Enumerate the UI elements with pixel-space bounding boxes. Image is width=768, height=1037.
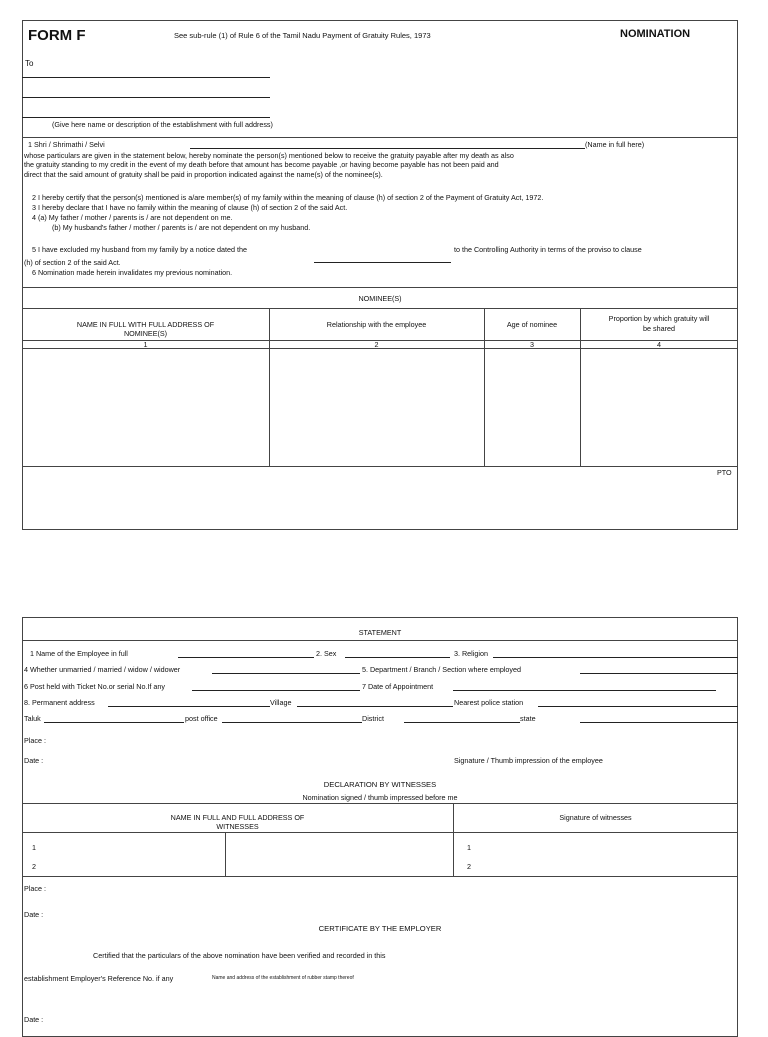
col-number-3: 3	[530, 340, 534, 349]
place-label: Place :	[24, 736, 46, 745]
address-hint: (Give here name or description of the establishment with full address)	[52, 120, 273, 129]
post-label: 6 Post held with Ticket No.or serial No.If any	[24, 682, 166, 691]
district-input[interactable]	[404, 722, 520, 723]
nominee-heading: NOMINEE(S)	[358, 294, 402, 303]
para-4b: (b) My husband's father / mother / parents is / are not dependent on my husband.	[52, 223, 311, 232]
witness-col-signature: Signature of witnesses	[559, 813, 632, 822]
village-label: Village	[270, 698, 292, 707]
para-1-d: direct that the said amount of gratuity shall be paid in proportion indicated against the name(s) of the nominee(s).	[24, 170, 383, 179]
address-line-3[interactable]	[22, 117, 270, 118]
para-1-c: the gratuity standing to my credit in the event of my death before that amount has become payable ,or having become payable has not been paid and	[24, 160, 499, 169]
religion-label: 3. Religion	[454, 649, 488, 658]
state-label: state	[520, 714, 536, 723]
col-header-relationship: Relationship with the employee	[326, 320, 427, 329]
certificate-heading: CERTIFICATE BY THE EMPLOYER	[318, 924, 442, 933]
para-3: 3 I hereby declare that I have no family within the meaning of clause (h) of section 2 of the said Act.	[32, 203, 348, 212]
marital-label: 4 Whether unmarried / married / widow / widower	[24, 665, 181, 674]
form-title: FORM F	[28, 27, 86, 44]
certificate-small-note: Name and address of the establishment of rubber stamp thereof	[212, 975, 354, 981]
witness-2-signature-number: 2	[467, 862, 471, 871]
divider	[22, 466, 738, 467]
declaration-subheading: Nomination signed / thumb impressed before me	[302, 793, 458, 802]
para-6: 6 Nomination made herein invalidates my previous nomination.	[32, 268, 233, 277]
address-line-1[interactable]	[22, 77, 270, 78]
col-number-1: 1	[143, 340, 148, 349]
taluk-input[interactable]	[44, 722, 184, 723]
marital-input[interactable]	[212, 673, 360, 674]
to-label: To	[25, 59, 34, 68]
divider	[22, 640, 738, 641]
state-input[interactable]	[580, 722, 738, 723]
statement-heading: STATEMENT	[358, 628, 402, 637]
village-input[interactable]	[297, 706, 453, 707]
para-2: 2 I hereby certify that the person(s) mentioned is a/are member(s) of my family within the meaning of clause (h) of section 2 of the Payment of Gratuity Act, 1972.	[32, 193, 544, 202]
department-input[interactable]	[580, 673, 738, 674]
address-input[interactable]	[108, 706, 270, 707]
employee-signature-label: Signature / Thumb impression of the employee	[454, 756, 603, 765]
para-5c: (h) of section 2 of the said Act.	[24, 258, 121, 267]
col-header-name-b: NOMINEE(S)	[123, 329, 168, 338]
post-office-input[interactable]	[222, 722, 362, 723]
certificate-text-a: Certified that the particulars of the above nomination have been verified and recorded in this	[93, 951, 386, 960]
col-header-proportion-a: Proportion by which gratuity will	[608, 314, 710, 323]
appointment-input[interactable]	[453, 690, 716, 691]
para-4a: 4 (a) My father / mother / parents is / are not dependent on me.	[32, 213, 233, 222]
col-number-4: 4	[657, 340, 661, 349]
nominee-entry-area[interactable]	[22, 349, 738, 466]
employee-name-field[interactable]	[190, 148, 585, 149]
certificate-text-b: establishment Employer's Reference No. if any	[24, 974, 174, 983]
rule-reference: See sub-rule (1) of Rule 6 of the Tamil Nadu Payment of Gratuity Rules, 1973	[174, 31, 431, 40]
para-5a: 5 I have excluded my husband from my family by a notice dated the	[32, 245, 247, 254]
name-hint: (Name in full here)	[585, 140, 645, 149]
appointment-label: 7 Date of Appointment	[362, 682, 434, 691]
police-station-label: Nearest police station	[454, 698, 524, 707]
department-label: 5. Department / Branch / Section where employed	[362, 665, 522, 674]
divider	[22, 308, 738, 309]
divider	[22, 876, 738, 877]
form-heading: NOMINATION	[620, 28, 691, 40]
divider	[22, 803, 738, 804]
witness-1-number: 1	[32, 843, 36, 852]
para-1-a: 1 Shri / Shrimathi / Selvi	[28, 140, 105, 149]
divider	[22, 287, 738, 288]
taluk-label: Taluk	[24, 714, 41, 723]
para-1-b: whose particulars are given in the statement below, hereby nominate the person(s) mentioned below to receive the gratuity payable after my death as also	[24, 151, 514, 160]
col-number-2: 2	[374, 340, 379, 349]
col-header-proportion-b: be shared	[643, 324, 675, 333]
sex-input[interactable]	[345, 657, 450, 658]
declaration-heading: DECLARATION BY WITNESSES	[323, 780, 437, 789]
police-station-input[interactable]	[538, 706, 738, 707]
divider	[22, 832, 738, 833]
col-header-name-a: NAME IN FULL WITH FULL ADDRESS OF	[76, 320, 215, 329]
employee-name-label: 1 Name of the Employee in full	[30, 649, 128, 658]
col-header-age: Age of nominee	[506, 320, 558, 329]
address-line-2[interactable]	[22, 97, 270, 98]
date-label-3: Date :	[24, 1015, 44, 1024]
witness-col-name-b: WITNESSES	[216, 822, 259, 831]
divider	[22, 137, 738, 138]
notice-date-field[interactable]	[314, 262, 451, 263]
witness-1-signature-number: 1	[467, 843, 471, 852]
sex-label: 2. Sex	[316, 649, 337, 658]
post-input[interactable]	[192, 690, 360, 691]
district-label: District	[362, 714, 384, 723]
pto-label: PTO	[717, 468, 732, 477]
date-label: Date :	[24, 756, 44, 765]
place-label-2: Place :	[24, 884, 46, 893]
employee-name-input[interactable]	[178, 657, 314, 658]
witness-2-number: 2	[32, 862, 36, 871]
witness-col-name-a: NAME IN FULL AND FULL ADDRESS OF	[170, 813, 305, 822]
religion-input[interactable]	[493, 657, 738, 658]
col-sep	[225, 832, 226, 876]
date-label-2: Date :	[24, 910, 44, 919]
address-label: 8. Permanent address	[24, 698, 95, 707]
para-5b: to the Controlling Authority in terms of the proviso to clause	[454, 245, 642, 254]
post-office-label: post office	[185, 714, 218, 723]
